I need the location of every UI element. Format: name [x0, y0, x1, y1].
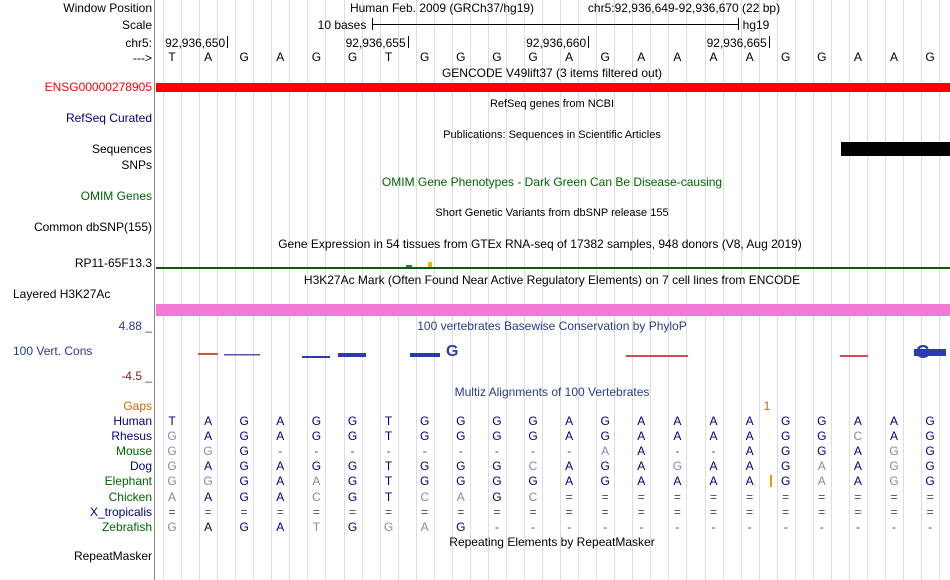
svg-text:G: G: [446, 343, 459, 360]
alignment-base: A: [853, 474, 862, 489]
alignment-base: T: [384, 429, 393, 444]
alignment-base: G: [492, 474, 502, 489]
alignment-base: G: [239, 519, 249, 534]
alignment-base: G: [347, 489, 358, 504]
alignment-base: =: [854, 504, 862, 519]
alignment-base: =: [782, 489, 790, 504]
base-letter: G: [347, 50, 358, 64]
alignment-base: G: [167, 429, 177, 444]
alignment-base: -: [675, 444, 680, 459]
alignment-base: A: [853, 444, 862, 459]
refseq-track-label[interactable]: RefSeq Curated: [65, 111, 152, 125]
rmsk-track-label[interactable]: RepeatMasker: [73, 549, 152, 563]
scale-label: Scale: [121, 18, 152, 32]
alignment-base: G: [528, 474, 538, 489]
alignment-base: =: [385, 504, 393, 519]
alignment-base: G: [492, 414, 502, 428]
alignment-base: =: [168, 504, 176, 519]
alignment-base: G: [672, 459, 683, 474]
alignment-base: A: [637, 474, 646, 489]
alignment-base: =: [746, 489, 754, 504]
alignment-base: G: [456, 414, 466, 428]
alignment-base: G: [456, 429, 466, 444]
alignment-base: -: [458, 444, 463, 459]
alignment-base: -: [783, 519, 788, 534]
alignment-base: -: [494, 519, 499, 534]
alignment-base: T: [384, 459, 393, 474]
alignment-base: C: [312, 489, 321, 504]
alignment-base: A: [673, 414, 682, 428]
gaps-label: Gaps: [123, 399, 152, 413]
alignment-base: G: [925, 429, 935, 444]
ruler-tick: [227, 36, 228, 48]
alignment-base: G: [600, 429, 610, 444]
base-letter: G: [239, 50, 249, 64]
omim-track-title: OMIM Gene Phenotypes - Dark Green Can Be Disease-causing: [381, 175, 723, 189]
track-display-area[interactable]: [156, 0, 950, 580]
alignment-base: C: [853, 429, 863, 444]
base-letter: A: [565, 50, 574, 64]
alignment-base: -: [892, 519, 896, 534]
alignment-base: G: [528, 429, 538, 444]
alignment-base: A: [853, 414, 862, 428]
base-letter: G: [311, 50, 322, 64]
alignment-base: C: [528, 459, 538, 474]
alignment-base: G: [781, 414, 791, 428]
scale-bar: [372, 24, 738, 25]
insertion-marker: [770, 475, 772, 487]
ruler-tick-label: 92,936,660: [526, 36, 587, 50]
alignment-base: G: [528, 414, 538, 428]
alignment-base: G: [239, 414, 249, 428]
alignment-base: A: [673, 429, 682, 444]
base-letter: A: [276, 50, 285, 64]
ruler-tick-label: 92,936,665: [706, 36, 767, 50]
gtex-gene-label[interactable]: RP11-65F13.3: [74, 256, 152, 270]
rmsk-track-title: Repeating Elements by RepeatMasker: [449, 535, 655, 549]
alignment-base: A: [276, 459, 285, 474]
alignment-base: A: [276, 519, 285, 534]
base-letter: G: [600, 50, 610, 64]
alignment-base: G: [925, 459, 935, 474]
alignment-base: =: [782, 504, 790, 519]
alignment-base: G: [456, 474, 466, 489]
alignment-base: =: [565, 489, 573, 504]
cons-logo-graphic: [156, 340, 950, 364]
alignment-base: -: [531, 444, 535, 459]
alignment-base: C: [420, 489, 430, 504]
alignment-base: G: [347, 414, 358, 428]
alignment-base: -: [386, 444, 391, 459]
alignment-base: G: [492, 459, 502, 474]
alignment-base: G: [311, 459, 322, 474]
alignment-base: G: [420, 429, 430, 444]
alignment-base: =: [240, 504, 248, 519]
species-label[interactable]: Elephant: [104, 474, 152, 489]
alignment-base: G: [167, 474, 177, 489]
alignment-base: A: [745, 459, 754, 474]
track-label-column: [0, 0, 152, 580]
alignment-base: A: [167, 489, 176, 504]
alignment-base: =: [312, 504, 320, 519]
alignment-base: =: [818, 489, 826, 504]
alignment-base: =: [818, 504, 826, 519]
alignment-base: -: [494, 444, 499, 459]
alignment-base: A: [673, 474, 682, 489]
h3k27ac-track-label[interactable]: Layered H3K27Ac: [13, 287, 111, 301]
alignment-base: =: [637, 489, 645, 504]
pubs-track-title: Publications: Sequences in Scientific Articles: [443, 129, 661, 141]
multiz-track-title: Multiz Alignments of 100 Vertebrates: [454, 385, 650, 399]
alignment-base: T: [384, 474, 393, 489]
svg-text:G: G: [916, 342, 931, 362]
alignment-base: A: [853, 459, 862, 474]
alignment-base: -: [531, 519, 535, 534]
alignment-base: A: [817, 474, 826, 489]
alignment-base: =: [926, 504, 934, 519]
alignment-base: =: [890, 489, 898, 504]
base-letter: G: [925, 50, 935, 64]
alignment-base: G: [600, 414, 610, 428]
alignment-base: G: [817, 414, 827, 428]
alignment-base: G: [239, 444, 249, 459]
alignment-base: =: [493, 504, 501, 519]
base-letter: T: [168, 50, 176, 64]
alignment-base: A: [637, 414, 646, 428]
base-letter: A: [204, 50, 213, 64]
alignment-base: G: [889, 459, 899, 474]
label-separator: [154, 0, 155, 580]
alignment-base: A: [745, 444, 754, 459]
alignment-base: -: [603, 519, 608, 534]
base-letter: G: [528, 50, 538, 64]
gencode-track-title: GENCODE V49lift37 (3 items filtered out): [441, 66, 663, 80]
alignment-base: A: [709, 459, 718, 474]
alignment-base: G: [889, 474, 899, 489]
pubs-track-label[interactable]: Sequences: [91, 142, 152, 156]
alignment-base: A: [709, 474, 718, 489]
alignment-base: A: [565, 459, 574, 474]
pubs-sequence-bar[interactable]: [841, 142, 950, 156]
alignment-base: A: [565, 429, 574, 444]
alignment-base: -: [639, 519, 644, 534]
window-position-label: Window Position: [63, 1, 152, 15]
alignment-base: A: [745, 414, 754, 428]
alignment-base: -: [711, 519, 716, 534]
alignment-base: G: [781, 474, 791, 489]
alignment-base: A: [276, 489, 285, 504]
alignment-base: G: [347, 429, 358, 444]
cons-min-label: -4.5 _: [121, 369, 152, 383]
alignment-base: G: [311, 414, 322, 428]
alignment-base: =: [637, 504, 645, 519]
alignment-base: =: [529, 504, 537, 519]
alignment-base: G: [817, 429, 827, 444]
alignment-base: G: [347, 459, 358, 474]
alignment-base: -: [928, 519, 933, 534]
alignment-base: A: [817, 459, 826, 474]
dbsnp-track-title: Short Genetic Variants from dbSNP release 155: [435, 207, 669, 219]
alignment-base: A: [420, 519, 429, 534]
base-letter: A: [709, 50, 718, 64]
alignment-base: G: [203, 474, 213, 489]
cons-track-label[interactable]: 100 Vert. Cons: [13, 344, 93, 358]
base-letter: A: [889, 50, 898, 64]
alignment-base: A: [276, 474, 285, 489]
alignment-base: G: [925, 414, 935, 428]
alignment-base: =: [601, 489, 609, 504]
alignment-base: A: [637, 459, 646, 474]
base-letter: A: [673, 50, 682, 64]
alignment-base: G: [167, 519, 177, 534]
alignment-base: A: [276, 429, 285, 444]
base-letter: G: [492, 50, 502, 64]
alignment-base: G: [925, 444, 935, 459]
refseq-track-title: RefSeq genes from NCBI: [489, 98, 615, 110]
species-label[interactable]: Human: [113, 414, 152, 428]
alignment-base: G: [420, 474, 430, 489]
strand-label: --->: [133, 51, 152, 65]
alignment-base: G: [239, 429, 249, 444]
alignment-base: G: [167, 459, 177, 474]
species-label[interactable]: Rhesus: [111, 429, 152, 444]
alignment-base: A: [204, 489, 213, 504]
scale-bar-right: [738, 18, 739, 30]
species-label[interactable]: X_tropicalis: [89, 504, 152, 519]
alignment-base: G: [492, 489, 502, 504]
alignment-base: =: [890, 504, 898, 519]
alignment-base: G: [239, 474, 249, 489]
base-letter: G: [781, 50, 791, 64]
alignment-base: A: [709, 429, 718, 444]
scale-db: hg19: [742, 18, 770, 32]
alignment-base: C: [528, 489, 538, 504]
alignment-base: =: [457, 504, 465, 519]
gtex-expression-marks: [404, 261, 438, 269]
position-title: chr5:92,936,649-92,936,670 (22 bp): [587, 1, 781, 15]
cons-track-title: 100 vertebrates Basewise Conservation by PhyloP: [417, 319, 687, 333]
alignment-base: T: [384, 414, 393, 428]
gtex-track-title: Gene Expression in 54 tissues from GTEx RNA-seq of 17382 samples, 948 donors (V8, Aug 2019): [278, 237, 802, 251]
gencode-gene-bar[interactable]: [156, 83, 950, 92]
alignment-base: -: [278, 444, 283, 459]
assembly-title: Human Feb. 2009 (GRCh37/hg19): [349, 1, 535, 15]
alignment-base: G: [167, 444, 177, 459]
alignment-base: -: [747, 519, 752, 534]
scale-text: 10 bases: [317, 18, 367, 32]
gtex-gene-bar[interactable]: [156, 267, 950, 269]
alignment-base: G: [817, 444, 827, 459]
alignment-base: A: [889, 414, 898, 428]
ruler-tick: [769, 36, 770, 48]
alignment-base: G: [347, 519, 358, 534]
alignment-base: -: [350, 444, 355, 459]
alignment-base: =: [348, 504, 356, 519]
alignment-base: =: [601, 504, 609, 519]
alignment-base: -: [567, 444, 572, 459]
alignment-base: A: [312, 474, 321, 489]
alignment-base: A: [637, 429, 646, 444]
h3k27ac-signal[interactable]: [156, 304, 950, 316]
alignment-base: G: [781, 429, 791, 444]
alignment-base: =: [673, 489, 681, 504]
alignment-base: =: [276, 504, 284, 519]
ruler-tick: [408, 36, 409, 48]
species-label[interactable]: Dog: [129, 459, 152, 474]
alignment-base: G: [600, 459, 610, 474]
alignment-base: T: [384, 489, 393, 504]
alignment-base: A: [204, 414, 213, 428]
alignment-base: G: [781, 444, 791, 459]
alignment-base: A: [637, 444, 646, 459]
alignment-base: T: [168, 414, 176, 428]
alignment-base: -: [711, 444, 716, 459]
alignment-base: A: [601, 444, 610, 459]
ruler-tick: [588, 36, 589, 48]
alignment-base: G: [925, 474, 935, 489]
alignment-base: =: [746, 504, 754, 519]
alignment-base: G: [347, 474, 358, 489]
alignment-base: G: [239, 459, 249, 474]
alignment-base: A: [709, 414, 718, 428]
omim-track-label[interactable]: OMIM Genes: [80, 189, 152, 203]
base-letter: G: [817, 50, 827, 64]
gap-count-mark: 1: [763, 399, 771, 413]
base-letter: G: [456, 50, 466, 64]
alignment-base: G: [383, 519, 394, 534]
alignment-base: G: [889, 444, 899, 459]
alignment-base: A: [745, 474, 754, 489]
alignment-base: -: [567, 519, 572, 534]
alignment-base: G: [781, 459, 791, 474]
base-letter: G: [420, 50, 430, 64]
cons-max-label: 4.88 _: [118, 319, 152, 333]
alignment-base: =: [565, 504, 573, 519]
alignment-base: G: [456, 519, 466, 534]
alignment-base: A: [889, 429, 898, 444]
alignment-base: G: [239, 489, 249, 504]
alignment-base: A: [276, 414, 285, 428]
species-label[interactable]: Chicken: [108, 489, 152, 504]
gencode-gene-label[interactable]: ENSG00000278905: [44, 80, 152, 94]
dbsnp-track-label[interactable]: Common dbSNP(155): [33, 220, 152, 234]
alignment-base: -: [855, 519, 860, 534]
alignment-base: =: [204, 504, 212, 519]
alignment-base: G: [456, 459, 466, 474]
alignment-base: =: [854, 489, 862, 504]
species-label[interactable]: Mouse: [115, 444, 152, 459]
alignment-base: A: [456, 489, 465, 504]
alignment-base: G: [203, 444, 213, 459]
ruler-tick-label: 92,936,650: [165, 36, 226, 50]
alignment-base: A: [745, 429, 754, 444]
alignment-base: -: [422, 444, 427, 459]
alignment-base: A: [204, 429, 213, 444]
alignment-base: T: [312, 519, 321, 534]
base-letter: A: [637, 50, 646, 64]
alignment-base: =: [673, 504, 681, 519]
alignment-base: -: [675, 519, 680, 534]
base-letter: A: [745, 50, 754, 64]
alignment-base: G: [420, 414, 430, 428]
alignment-base: G: [492, 429, 502, 444]
species-label[interactable]: Zebrafish: [101, 519, 152, 534]
alignment-base: A: [565, 474, 574, 489]
base-letter: A: [853, 50, 862, 64]
alignment-base: =: [926, 489, 934, 504]
ruler-tick-label: 92,936,655: [345, 36, 406, 50]
alignment-base: =: [709, 504, 717, 519]
snps-track-label[interactable]: SNPs: [121, 158, 152, 172]
alignment-base: =: [709, 489, 717, 504]
alignment-base: A: [565, 414, 574, 428]
alignment-base: -: [819, 519, 824, 534]
base-letter: T: [384, 50, 393, 64]
alignment-base: G: [600, 474, 610, 489]
alignment-base: =: [421, 504, 429, 519]
h3k27ac-track-title: H3K27Ac Mark (Often Found Near Active Regulatory Elements) on 7 cell lines from ENCODE: [303, 273, 801, 287]
alignment-base: G: [311, 429, 322, 444]
alignment-base: A: [204, 519, 213, 534]
alignment-base: G: [420, 459, 430, 474]
alignment-base: -: [314, 444, 319, 459]
alignment-base: A: [204, 459, 213, 474]
chrom-label: chr5:: [125, 36, 152, 50]
